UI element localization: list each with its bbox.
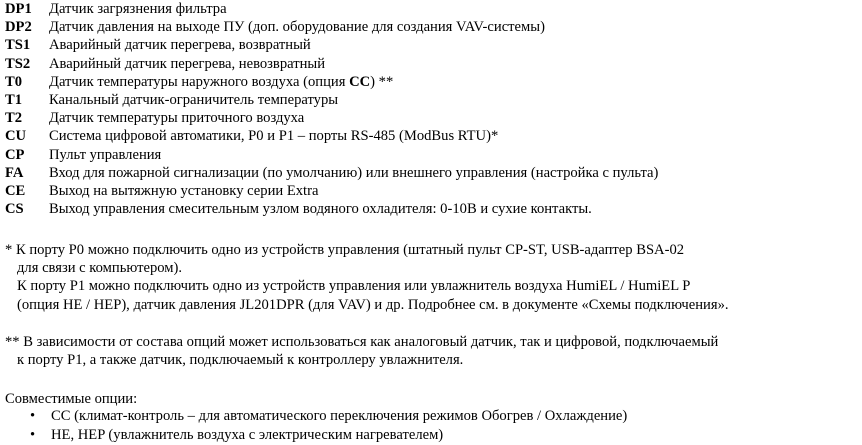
footnote-ports: [5, 241, 729, 314]
footnote-sensor: [5, 333, 718, 369]
legend-code: CE: [5, 182, 26, 199]
legend-desc: Пульт управления: [49, 146, 162, 163]
legend-desc: Вход для пожарной сигнализации (по умолчанию) или внешнего управления (настройка с пульта): [49, 164, 659, 181]
list-item: [30, 426, 627, 445]
legend-desc: Канальный датчик-ограничитель температуры: [49, 91, 339, 108]
legend-row: [5, 182, 658, 200]
legend-row: [5, 146, 658, 164]
legend-desc: Датчик давления на выходе ПУ (доп. оборудование для создания VAV-системы): [49, 19, 545, 36]
legend-code: DP1: [5, 1, 32, 17]
option-text: CC (климат-контроль – для автоматического переключения режимов Обогрев / Охлаждение): [51, 408, 628, 424]
legend-list: [5, 0, 658, 218]
option-text: HE, HEP (увлажнитель воздуха с электрическим нагревателем): [51, 426, 444, 443]
options-title: Совместимые опции:: [5, 391, 138, 407]
legend-desc-option-code: CC: [349, 73, 371, 90]
legend-desc: Система цифровой автоматики, P0 и P1 – порты RS-485 (ModBus RTU)*: [49, 128, 499, 145]
bullet-icon: •: [30, 408, 36, 424]
legend-code: CS: [5, 201, 24, 218]
footnote-line: к порту P1, а также датчик, подключаемый к контроллеру увлажнителя.: [17, 352, 464, 369]
footnote-line: (опция HE / HEP), датчик давления JL201DPR (для VAV) и др. Подробнее см. в документе «Схемы подключения».: [17, 296, 729, 313]
legend-desc: Выход на вытяжную установку серии Extra: [49, 182, 319, 199]
legend-desc: Датчик температуры приточного воздуха: [49, 110, 305, 127]
legend-desc: Датчик температуры наружного воздуха (опция: [49, 73, 350, 90]
legend-code: DP2: [5, 19, 32, 36]
legend-row: [5, 73, 658, 91]
legend-row: [5, 91, 658, 109]
options-list: [30, 407, 627, 444]
legend-desc: Аварийный датчик перегрева, возвратный: [49, 37, 311, 54]
footnote-line: ** В зависимости от состава опций может использоваться как аналоговый датчик, так и цифровой, подключаемый: [5, 334, 719, 350]
legend-desc: Датчик загрязнения фильтра: [49, 1, 227, 17]
legend-row: [5, 164, 658, 182]
legend-code: T1: [5, 91, 23, 108]
bullet-icon: •: [30, 426, 36, 443]
legend-row: [5, 109, 658, 127]
footnote-line: К порту P1 можно подключить одно из устройств управления или увлажнитель воздуха HumiEL / HumiEL P: [17, 278, 691, 295]
legend-code: CP: [5, 146, 25, 163]
footnote-line: * К порту P0 можно подключить одно из устройств управления (штатный пульт CP-ST, USB-адаптер BSA-02: [5, 242, 685, 258]
legend-row: [5, 0, 658, 18]
legend-row: [5, 127, 658, 145]
legend-row: [5, 55, 658, 73]
legend-row: [5, 18, 658, 36]
legend-desc: Аварийный датчик перегрева, невозвратный: [49, 55, 326, 72]
legend-code: FA: [5, 164, 24, 181]
legend-code: TS2: [5, 55, 31, 72]
legend-code: CU: [5, 128, 27, 145]
list-item: [30, 407, 627, 426]
footnote-line: для связи с компьютером).: [17, 260, 182, 277]
legend-code: T2: [5, 110, 23, 127]
legend-desc-tail: ) **: [370, 73, 394, 90]
legend-code: TS1: [5, 37, 31, 54]
legend-desc: Выход управления смесительным узлом водяного охладителя: 0-10В и сухие контакты.: [49, 201, 592, 218]
legend-code: T0: [5, 73, 23, 90]
legend-row: [5, 200, 658, 218]
legend-row: [5, 36, 658, 54]
